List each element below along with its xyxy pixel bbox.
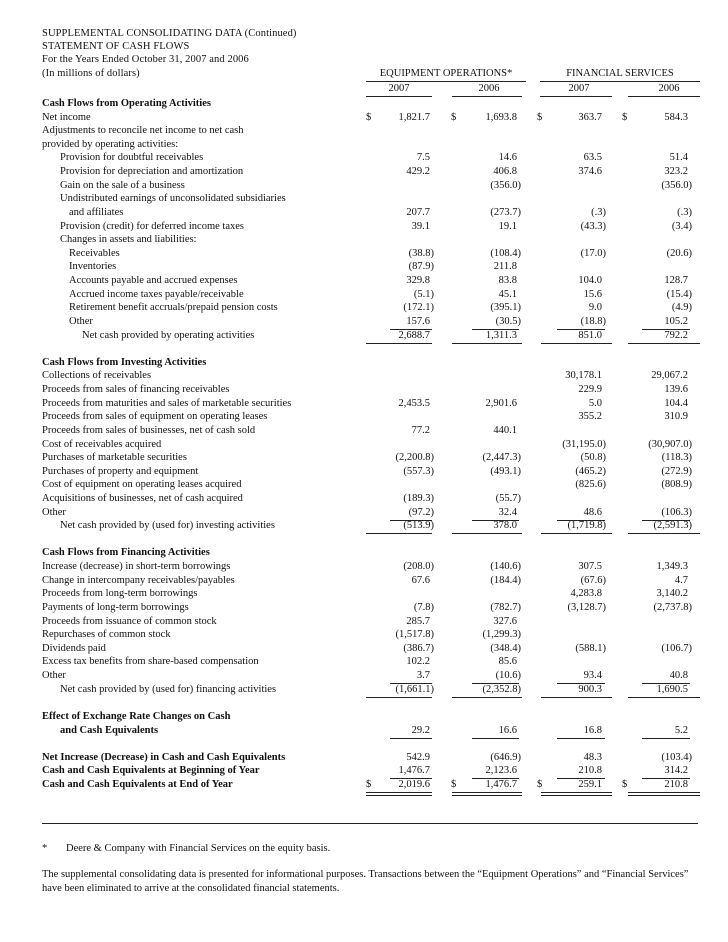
table-row [0, 602, 728, 615]
row-label-other: Other [42, 506, 66, 518]
statement-period: For the Years Ended October 31, 2007 and 2006 [42, 54, 249, 65]
table-cell: (.3) [677, 206, 692, 218]
table-row [0, 112, 728, 125]
table-cell: 374.6 [578, 166, 602, 178]
column-group-rule [366, 81, 526, 82]
table-cell: (782.7) [490, 601, 521, 613]
table-cell: 323.2 [664, 166, 688, 178]
table-cell: (386.7) [403, 642, 434, 654]
table-cell: (348.4) [490, 642, 521, 654]
row-label-net-cash-provided-by-used-for-investing-activities: Net cash provided by (used for) investing activities [60, 520, 275, 532]
row-label-inventories: Inventories [69, 261, 117, 273]
row-label-cash-and-cash-equivalents-at-end-of-year: Cash and Cash Equivalents at End of Year [42, 779, 233, 790]
table-row [0, 384, 728, 397]
table-cell: 32.4 [498, 506, 517, 518]
table-cell: 48.6 [583, 506, 602, 518]
table-cell: (118.3) [661, 452, 692, 464]
table-cell: (31,195.0) [562, 438, 606, 450]
table-cell: (356.0) [490, 179, 521, 191]
table-row [0, 765, 728, 778]
table-cell: 363.7 [578, 111, 602, 123]
table-cell: 314.2 [664, 765, 688, 777]
table-cell: 1,311.3 [485, 329, 517, 341]
row-label-net-cash-provided-by-used-for-financing-activities: Net cash provided by (used for) financing activities [60, 683, 277, 695]
table-cell: 329.8 [406, 275, 430, 287]
table-cell: (7.8) [413, 601, 434, 613]
table-cell: 5.0 [588, 397, 602, 409]
footnote-mark: * [42, 843, 48, 854]
table-cell: (208.0) [403, 561, 434, 573]
table-spacer [0, 697, 728, 710]
table-cell: (18.8) [580, 315, 606, 327]
table-spacer [0, 343, 728, 356]
table-cell: 210.8 [664, 779, 688, 790]
table-row [0, 575, 728, 588]
table-row [0, 493, 728, 506]
table-cell: (272.9) [661, 465, 692, 477]
row-label-cash-flows-from-financing-activities: Cash Flows from Financing Activities [42, 547, 210, 559]
table-cell: (30.5) [495, 315, 521, 327]
row-label-provided-by-operating-activities: provided by operating activities: [42, 138, 179, 150]
table-cell: 104.0 [578, 275, 602, 287]
row-label-proceeds-from-sales-of-businesses-net-of-cash-sold: Proceeds from sales of businesses, net of cash sold [42, 424, 256, 436]
section-heading [0, 357, 728, 370]
table-row [0, 752, 728, 765]
table-row [0, 561, 728, 574]
table-cell: 30,178.1 [565, 370, 602, 382]
row-label-cost-of-equipment-on-operating-leases-acquired: Cost of equipment on operating leases acquired [42, 479, 242, 491]
table-cell: 139.6 [664, 384, 688, 396]
table-cell: (38.8) [408, 247, 434, 259]
table-cell: 104.4 [664, 397, 688, 409]
table-spacer [0, 534, 728, 547]
table-row [0, 616, 728, 629]
currency-symbol: $ [622, 779, 628, 790]
table-row [0, 193, 728, 206]
table-cell: 29,067.2 [651, 370, 688, 382]
table-cell: 5.2 [674, 724, 688, 736]
row-label-proceeds-from-sales-of-equipment-on-operating-leases: Proceeds from sales of equipment on operating leases [42, 411, 268, 423]
table-row [0, 152, 728, 165]
table-cell: (4.9) [671, 302, 692, 314]
total-double-rule [366, 792, 432, 796]
row-label-net-income: Net income [42, 111, 91, 123]
row-label-other: Other [42, 670, 66, 682]
currency-symbol: $ [622, 111, 628, 123]
table-row [0, 398, 728, 411]
table-row [0, 725, 728, 738]
row-label-excess-tax-benefits-from-share-based-compensation: Excess tax benefits from share-based compensation [42, 656, 259, 668]
row-label-proceeds-from-long-term-borrowings: Proceeds from long-term borrowings [42, 588, 198, 600]
total-double-rule [628, 792, 700, 796]
table-row [0, 629, 728, 642]
explanatory-note: The supplemental consolidating data is presented for informational purposes. Transactions between the “Equipment Operations” and “Financial Services” have been eliminated to arrive at the consolidated financial statements. [42, 869, 689, 894]
row-label-and-affiliates: and affiliates [69, 206, 124, 218]
row-label-provision-for-depreciation-and-amortization: Provision for depreciation and amortization [60, 166, 244, 178]
row-label-and-cash-equivalents: and Cash Equivalents [60, 724, 159, 736]
section-heading [0, 711, 728, 724]
table-cell: (646.9) [490, 751, 521, 763]
section-heading [0, 547, 728, 560]
row-label-proceeds-from-maturities-and-sales-of-marketable-securities: Proceeds from maturities and sales of marketable securities [42, 397, 292, 409]
table-cell: (20.6) [666, 247, 692, 259]
table-cell: 102.2 [406, 656, 430, 668]
table-cell: 210.8 [578, 765, 602, 777]
row-label-gain-on-the-sale-of-a-business: Gain on the sale of a business [60, 179, 185, 191]
column-header-rule [540, 96, 612, 97]
table-row [0, 779, 728, 792]
table-row [0, 643, 728, 656]
table-cell: (2,200.8) [395, 452, 434, 464]
row-label-cost-of-receivables-acquired: Cost of receivables acquired [42, 438, 162, 450]
table-cell: 157.6 [406, 315, 430, 327]
table-cell: 29.2 [411, 724, 430, 736]
row-label-provision-credit-for-deferred-income-taxes: Provision (credit) for deferred income taxes [60, 220, 244, 232]
table-cell: 93.4 [583, 670, 602, 682]
table-cell: (273.7) [490, 206, 521, 218]
column-header-rule [452, 96, 522, 97]
table-row [0, 180, 728, 193]
table-cell: 1,690.5 [656, 683, 688, 695]
row-label-changes-in-assets-and-liabilities: Changes in assets and liabilities: [60, 234, 197, 246]
table-row [0, 479, 728, 492]
table-cell: 429.2 [406, 166, 430, 178]
table-cell: (106.7) [661, 642, 692, 654]
column-header-rule [628, 96, 700, 97]
report-title: SUPPLEMENTAL CONSOLIDATING DATA (Continued) [42, 28, 297, 39]
table-cell: 584.3 [664, 111, 688, 123]
table-row [0, 275, 728, 288]
table-cell: (808.9) [661, 479, 692, 491]
section-heading [0, 98, 728, 111]
currency-symbol: $ [537, 779, 543, 790]
table-cell: 14.6 [498, 152, 517, 164]
table-cell: (513.9) [403, 520, 434, 532]
table-cell: 85.6 [498, 656, 517, 668]
row-label-purchases-of-property-and-equipment: Purchases of property and equipment [42, 465, 199, 477]
table-cell: (43.3) [580, 220, 606, 232]
table-row [0, 670, 728, 683]
table-cell: (189.3) [403, 492, 434, 504]
table-cell: 105.2 [664, 315, 688, 327]
table-cell: 77.2 [411, 424, 430, 436]
table-cell: (356.0) [661, 179, 692, 191]
table-cell: 3,140.2 [656, 588, 688, 600]
table-cell: (465.2) [575, 465, 606, 477]
row-label-adjustments-to-reconcile-net-income-to-net-cash: Adjustments to reconcile net income to net cash [42, 125, 244, 137]
table-cell: 67.6 [411, 574, 430, 586]
column-header-year: 2006 [658, 83, 680, 94]
table-cell: 1,476.7 [398, 765, 430, 777]
table-cell: (1,661.1) [395, 683, 434, 695]
column-header-year: 2007 [568, 83, 590, 94]
table-cell: 4.7 [674, 574, 688, 586]
table-row [0, 411, 728, 424]
table-cell: 355.2 [578, 411, 602, 423]
table-row [0, 684, 728, 697]
row-label-undistributed-earnings-of-unconsolidated-subsidiaries: Undistributed earnings of unconsolidated subsidiaries [60, 193, 286, 205]
table-cell: 310.9 [664, 411, 688, 423]
table-cell: 406.8 [493, 166, 517, 178]
table-cell: 792.2 [664, 329, 688, 341]
table-cell: 1,349.3 [656, 561, 688, 573]
row-label-proceeds-from-issuance-of-common-stock: Proceeds from issuance of common stock [42, 615, 217, 627]
table-cell: 16.8 [583, 724, 602, 736]
table-cell: 307.5 [578, 561, 602, 573]
table-cell: 211.8 [493, 261, 517, 273]
table-row [0, 466, 728, 479]
table-cell: (2,591.3) [653, 520, 692, 532]
table-row [0, 452, 728, 465]
table-cell: 1,693.8 [485, 111, 517, 123]
table-row [0, 588, 728, 601]
row-label-other: Other [69, 315, 93, 327]
table-cell: (103.4) [661, 751, 692, 763]
table-row [0, 520, 728, 533]
table-cell: (97.2) [408, 506, 434, 518]
row-label-effect-of-exchange-rate-changes-on-cash: Effect of Exchange Rate Changes on Cash [42, 710, 231, 722]
table-cell: (17.0) [580, 247, 606, 259]
table-cell: (50.8) [580, 452, 606, 464]
table-cell: (1,517.8) [395, 629, 434, 641]
table-spacer [0, 738, 728, 751]
currency-symbol: $ [366, 111, 372, 123]
table-cell: (1,299.3) [482, 629, 521, 641]
table-row [0, 261, 728, 274]
row-label-purchases-of-marketable-securities: Purchases of marketable securities [42, 452, 187, 464]
table-cell: 327.6 [493, 615, 517, 627]
table-cell: 83.8 [498, 275, 517, 287]
table-cell: (15.4) [666, 288, 692, 300]
column-header-year: 2007 [388, 83, 410, 94]
table-cell: (55.7) [495, 492, 521, 504]
table-row [0, 248, 728, 261]
units-note: (In millions of dollars) [42, 68, 140, 79]
table-row [0, 289, 728, 302]
table-row [0, 125, 728, 138]
row-label-payments-of-long-term-borrowings: Payments of long-term borrowings [42, 601, 189, 613]
row-label-change-in-intercompany-receivables-payables: Change in intercompany receivables/payables [42, 574, 235, 586]
table-row [0, 316, 728, 329]
table-cell: (1,719.8) [567, 520, 606, 532]
table-cell: 285.7 [406, 615, 430, 627]
table-cell: 63.5 [583, 152, 602, 164]
table-cell: 40.8 [669, 670, 688, 682]
table-cell: 16.6 [498, 724, 517, 736]
row-label-collections-of-receivables: Collections of receivables [42, 370, 152, 382]
table-row [0, 330, 728, 343]
table-row [0, 439, 728, 452]
footnote-text: Deere & Company with Financial Services on the equity basis. [66, 843, 331, 854]
total-double-rule [452, 792, 522, 796]
table-cell: (3,128.7) [567, 601, 606, 613]
currency-symbol: $ [537, 111, 543, 123]
table-cell: (184.4) [490, 574, 521, 586]
table-cell: 259.1 [578, 779, 602, 790]
row-label-proceeds-from-sales-of-financing-receivables: Proceeds from sales of financing receivables [42, 384, 230, 396]
currency-symbol: $ [451, 111, 457, 123]
table-cell: (67.6) [580, 574, 606, 586]
table-cell: 440.1 [493, 424, 517, 436]
column-header-year: 2006 [478, 83, 500, 94]
table-row [0, 425, 728, 438]
row-label-net-cash-provided-by-operating-activities: Net cash provided by operating activities [82, 329, 255, 341]
table-cell: (493.1) [490, 465, 521, 477]
table-cell: 2,688.7 [398, 329, 430, 341]
table-cell: 2,901.6 [485, 397, 517, 409]
table-cell: 3.7 [416, 670, 430, 682]
row-label-net-increase-decrease-in-cash-and-cash-equivalents: Net Increase (Decrease) in Cash and Cash Equivalents [42, 751, 286, 763]
table-row [0, 302, 728, 315]
table-cell: (140.6) [490, 561, 521, 573]
table-cell: (10.6) [495, 670, 521, 682]
currency-symbol: $ [366, 779, 372, 790]
table-row [0, 370, 728, 383]
table-row [0, 221, 728, 234]
table-cell: (108.4) [490, 247, 521, 259]
table-cell: 542.9 [406, 751, 430, 763]
row-label-accrued-income-taxes-payable-receivable: Accrued income taxes payable/receivable [69, 288, 244, 300]
footnote-separator [42, 823, 698, 824]
table-cell: (588.1) [575, 642, 606, 654]
row-label-accounts-payable-and-accrued-expenses: Accounts payable and accrued expenses [69, 275, 238, 287]
table-cell: (87.9) [408, 261, 434, 273]
table-cell: 4,283.8 [570, 588, 602, 600]
row-label-cash-and-cash-equivalents-at-beginning-of-year: Cash and Cash Equivalents at Beginning of Year [42, 765, 260, 777]
table-cell: 15.6 [583, 288, 602, 300]
table-cell: 1,821.7 [398, 111, 430, 123]
table-cell: 9.0 [588, 302, 602, 314]
table-cell: (3.4) [671, 220, 692, 232]
table-cell: (172.1) [403, 302, 434, 314]
table-cell: 19.1 [498, 220, 517, 232]
table-cell: 128.7 [664, 275, 688, 287]
row-label-provision-for-doubtful-receivables: Provision for doubtful receivables [60, 152, 204, 164]
table-cell: 2,019.6 [398, 779, 430, 790]
table-cell: 2,453.5 [398, 397, 430, 409]
table-cell: (2,447.3) [482, 452, 521, 464]
table-cell: 851.0 [578, 329, 602, 341]
row-label-cash-flows-from-operating-activities: Cash Flows from Operating Activities [42, 98, 211, 109]
row-label-acquisitions-of-businesses-net-of-cash-acquired: Acquisitions of businesses, net of cash acquired [42, 492, 243, 504]
table-cell: 207.7 [406, 206, 430, 218]
table-cell: 39.1 [411, 220, 430, 232]
total-double-rule [541, 792, 612, 796]
row-label-cash-flows-from-investing-activities: Cash Flows from Investing Activities [42, 356, 207, 368]
row-label-dividends-paid: Dividends paid [42, 642, 106, 654]
table-cell: 900.3 [578, 683, 602, 695]
table-cell: (557.3) [403, 465, 434, 477]
table-cell: 45.1 [498, 288, 517, 300]
row-label-increase-decrease-in-short-term-borrowings: Increase (decrease) in short-term borrowings [42, 561, 231, 573]
table-cell: 229.9 [578, 384, 602, 396]
table-cell: (106.3) [661, 506, 692, 518]
table-row [0, 207, 728, 220]
row-label-retirement-benefit-accruals-prepaid-pension-costs: Retirement benefit accruals/prepaid pension costs [69, 302, 278, 314]
table-cell: (2,737.8) [653, 601, 692, 613]
column-group-rule [540, 81, 700, 82]
table-cell: (2,352.8) [482, 683, 521, 695]
table-cell: (5.1) [413, 288, 434, 300]
table-cell: 2,123.6 [485, 765, 517, 777]
table-cell: 7.5 [416, 152, 430, 164]
row-label-receivables: Receivables [69, 247, 120, 259]
table-row [0, 234, 728, 247]
table-cell: 51.4 [669, 152, 688, 164]
column-group-financial-services: FINANCIAL SERVICES [566, 68, 674, 79]
table-cell: (30,907.0) [648, 438, 692, 450]
row-label-repurchases-of-common-stock: Repurchases of common stock [42, 629, 171, 641]
currency-symbol: $ [451, 779, 457, 790]
table-row [0, 139, 728, 152]
table-cell: (825.6) [575, 479, 606, 491]
table-row [0, 656, 728, 669]
table-cell: (.3) [591, 206, 606, 218]
column-header-rule [366, 96, 432, 97]
table-cell: 48.3 [583, 751, 602, 763]
table-cell: (395.1) [490, 302, 521, 314]
table-row [0, 166, 728, 179]
table-cell: 378.0 [493, 520, 517, 532]
table-cell: 1,476.7 [485, 779, 517, 790]
statement-title: STATEMENT OF CASH FLOWS [42, 41, 190, 52]
table-row [0, 507, 728, 520]
column-group-equipment-operations: EQUIPMENT OPERATIONS* [379, 68, 513, 79]
